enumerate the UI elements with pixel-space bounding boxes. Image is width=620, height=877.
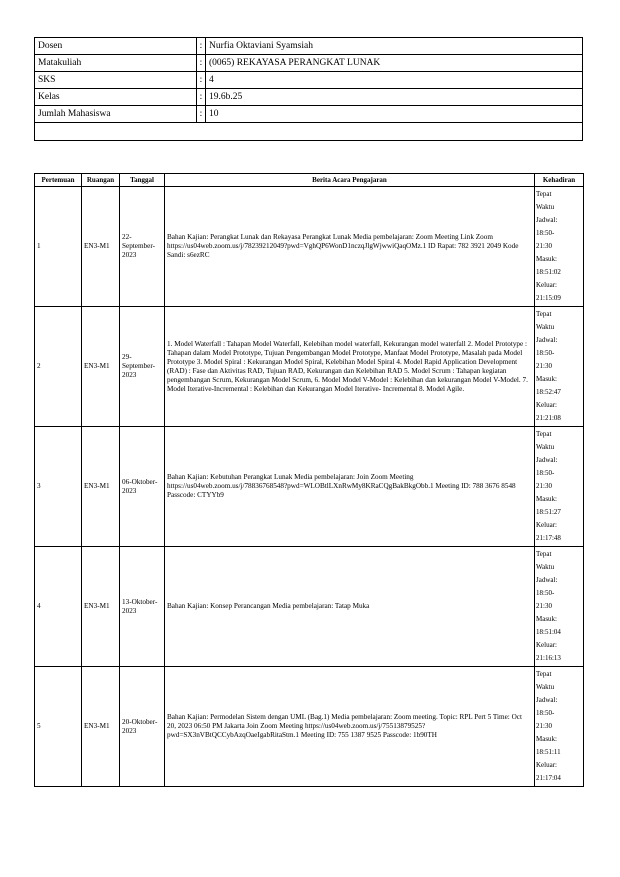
table-row	[35, 307, 584, 427]
attendance-line: 18:50-	[536, 469, 555, 477]
header-room: Ruangan	[82, 174, 120, 187]
attendance-line: Waktu	[536, 203, 555, 211]
report-cell: Bahan Kajian: Permodelan Sistem dengan UML (Bag.1) Media pembelajaran: Zoom meeting. Topic: RPL Pert 5 Time: Oct 20, 2023 06:50 PM Jakarta Join Zoom Meeting https://us04web.zoom.us/j/75513879525?pwd=SX3nVBtQCCybAzqOaeIgabRitaStm.1 Meeting ID: 755 1387 9525 Passcode: 1b90TH	[165, 667, 535, 787]
header-report: Berita Acara Pengajaran	[165, 174, 535, 187]
table-header-row	[35, 174, 584, 187]
report-cell: Bahan Kajian: Kebutuhan Perangkat Lunak Media pembelajaran: Join Zoom Meeting https://us04web.zoom.us/j/78836768548?pwd=WLOBtlLXnRwMy8KRaCQgBakBkgObb.1 Meeting ID: 788 3676 8548 Passcode: CTYYb9	[165, 427, 535, 547]
attendance-line: 21:17:04	[536, 774, 561, 782]
attendance-line: Waktu	[536, 563, 555, 571]
report-cell: Bahan Kajian: Perangkat Lunak dan Rekayasa Perangkat Lunak Media pembelajaran: Zoom Meeting Link Zoom https://us04web.zoom.us/j/78239212049?pwd=VghQP6WonD1nczqJlgWjwwiQaqOMz.1 ID Rapat: 782 3921 2049 Kode Sandi: s6ezRC	[165, 187, 535, 307]
attendance-line: 18:50-	[536, 229, 555, 237]
room-cell: EN3-M1	[82, 187, 120, 307]
blank-cell	[35, 123, 583, 141]
info-row-credits	[35, 72, 583, 89]
report-cell: Bahan Kajian: Konsep Perancangan Media pembelajaran: Tatap Muka	[165, 547, 535, 667]
table-row	[35, 667, 584, 787]
info-label: SKS	[35, 72, 197, 89]
attendance-line: Masuk:	[536, 495, 557, 503]
info-value: 19.6b.25	[206, 89, 583, 106]
info-colon: :	[197, 106, 206, 123]
attendance-line: Jadwal:	[536, 456, 558, 464]
date-cell: 29-September-2023	[120, 307, 165, 427]
info-row-students	[35, 106, 583, 123]
attendance-line: Tepat	[536, 310, 552, 318]
course-info-table	[34, 37, 583, 141]
attendance-line: Keluar:	[536, 761, 557, 769]
attendance-line: Jadwal:	[536, 576, 558, 584]
attendance-line: 21:15:09	[536, 294, 561, 302]
attendance-line: Jadwal:	[536, 336, 558, 344]
meeting-cell: 4	[35, 547, 82, 667]
date-cell: 20-Oktober-2023	[120, 667, 165, 787]
attendance-line: Tepat	[536, 430, 552, 438]
attendance-line: Jadwal:	[536, 696, 558, 704]
attendance-cell	[535, 307, 584, 427]
attendance-line: Masuk:	[536, 615, 557, 623]
attendance-line: Masuk:	[536, 255, 557, 263]
attendance-line: Jadwal:	[536, 216, 558, 224]
attendance-cell	[535, 187, 584, 307]
attendance-line: 18:50-	[536, 349, 555, 357]
teaching-log-table	[34, 173, 584, 787]
info-colon: :	[197, 89, 206, 106]
attendance-cell	[535, 667, 584, 787]
attendance-line: 21:30	[536, 362, 552, 370]
attendance-line: 21:30	[536, 602, 552, 610]
meeting-cell: 2	[35, 307, 82, 427]
attendance-line: Masuk:	[536, 375, 557, 383]
info-value: 4	[206, 72, 583, 89]
attendance-line: 18:50-	[536, 709, 555, 717]
attendance-line: 21:30	[536, 242, 552, 250]
date-cell: 13-Oktober-2023	[120, 547, 165, 667]
attendance-line: 18:51:27	[536, 508, 561, 516]
info-label: Jumlah Mahasiswa	[35, 106, 197, 123]
attendance-line: Waktu	[536, 443, 555, 451]
info-value: 10	[206, 106, 583, 123]
attendance-line: 21:16:13	[536, 654, 561, 662]
room-cell: EN3-M1	[82, 427, 120, 547]
attendance-line: Tepat	[536, 670, 552, 678]
info-label: Matakuliah	[35, 55, 197, 72]
info-colon: :	[197, 38, 206, 55]
attendance-line: Waktu	[536, 683, 555, 691]
attendance-line: 21:30	[536, 722, 552, 730]
attendance-line: Keluar:	[536, 641, 557, 649]
attendance-line: Keluar:	[536, 521, 557, 529]
table-row	[35, 187, 584, 307]
info-label: Kelas	[35, 89, 197, 106]
info-row-class	[35, 89, 583, 106]
info-value: Nurfia Oktaviani Syamsiah	[206, 38, 583, 55]
room-cell: EN3-M1	[82, 307, 120, 427]
attendance-cell	[535, 427, 584, 547]
meeting-cell: 3	[35, 427, 82, 547]
room-cell: EN3-M1	[82, 547, 120, 667]
date-cell: 22-September-2023	[120, 187, 165, 307]
attendance-line: Masuk:	[536, 735, 557, 743]
table-row	[35, 547, 584, 667]
attendance-line: 18:52:47	[536, 388, 561, 396]
info-row-lecturer	[35, 38, 583, 55]
meeting-cell: 5	[35, 667, 82, 787]
header-meeting: Pertemuan	[35, 174, 82, 187]
attendance-line: 21:17:48	[536, 534, 561, 542]
attendance-line: 18:50-	[536, 589, 555, 597]
header-date: Tanggal	[120, 174, 165, 187]
attendance-line: 21:30	[536, 482, 552, 490]
info-label: Dosen	[35, 38, 197, 55]
attendance-line: Tepat	[536, 190, 552, 198]
attendance-line: 21:21:08	[536, 414, 561, 422]
attendance-line: Tepat	[536, 550, 552, 558]
info-row-course	[35, 55, 583, 72]
header-attendance: Kehadiran	[535, 174, 584, 187]
attendance-line: 18:51:11	[536, 748, 561, 756]
room-cell: EN3-M1	[82, 667, 120, 787]
info-colon: :	[197, 72, 206, 89]
info-colon: :	[197, 55, 206, 72]
attendance-line: Keluar:	[536, 281, 557, 289]
table-row	[35, 427, 584, 547]
attendance-line: 18:51:02	[536, 268, 561, 276]
attendance-line: 18:51:04	[536, 628, 561, 636]
attendance-line: Waktu	[536, 323, 555, 331]
info-row-blank	[35, 123, 583, 141]
date-cell: 06-Oktober-2023	[120, 427, 165, 547]
meeting-cell: 1	[35, 187, 82, 307]
report-cell: 1. Model Waterfall : Tahapan Model Waterfall, Kelebihan model waterfall, Kekurangan model waterfall 2. Model Prototype : Tahapan dalam Model Prototype, Tujuan Pengembangan Model Prototype, Manfaat Model Prototype, Masalah pada Model Prototype 3. Model Spiral : Kekurangan Model Spiral, Kelebihan Model Spiral 4. Model Rapid Application Development (RAD) : Fase dan Aktivitas RAD, Tujuan RAD, Kekurangan dan Kelebihan RAD 5. Model Scrum : Tahapan kegiatan pengembangan Scrum, Kekurangan Model Scrum, 6. Model Model V-Model : Kelebihan dan kekurangan Model V-Model. 7. Model Iterative-Incremental : Kelebihan dan Kekurangan Model Iterative- Incremental 8. Model Agile.	[165, 307, 535, 427]
attendance-cell	[535, 547, 584, 667]
attendance-line: Keluar:	[536, 401, 557, 409]
info-value: (0065) REKAYASA PERANGKAT LUNAK	[206, 55, 583, 72]
